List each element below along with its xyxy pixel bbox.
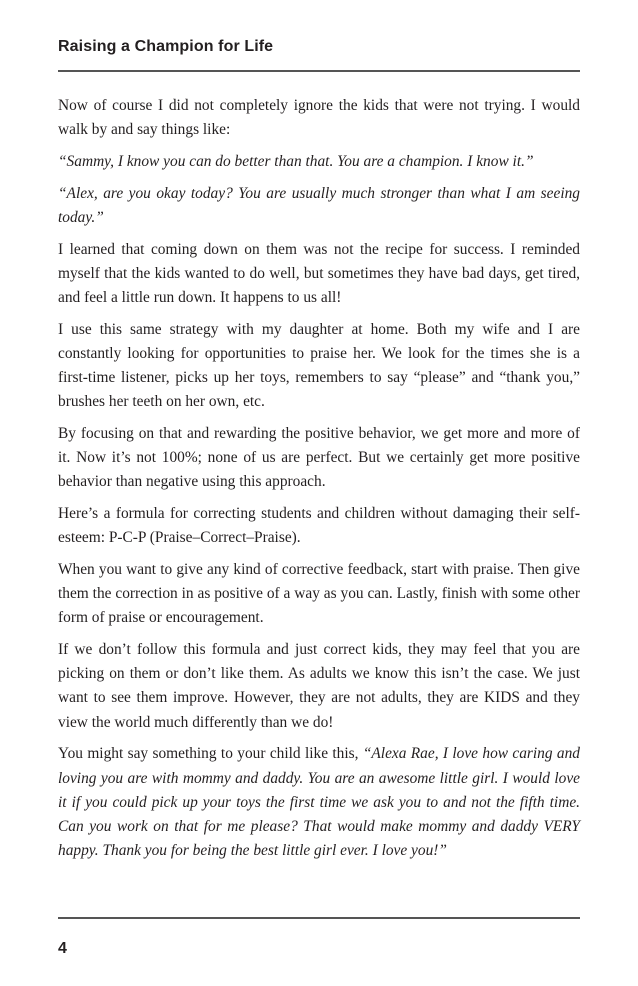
- paragraph-daughter: I use this same strategy with my daughter at home. Both my wife and I are constantly looking for opportunities to praise her. We look for the times she is a first-time listener, picks up her toys, remembers to say “please” and “thank you,” brushes her teeth on her own, etc.: [58, 320, 580, 411]
- example-lead: You might say something to your child like this,: [58, 745, 363, 763]
- footer-rule: [58, 917, 580, 919]
- paragraph-formula: Here’s a formula for correcting students and children without damaging their self-esteem: P-C-P (Praise–Correct–Praise).: [58, 505, 580, 547]
- header-rule: [58, 70, 580, 72]
- example-quote: “Alexa Rae, I love how caring and loving you are with mommy and daddy. You are an awesome little girl. I would love it if you could pick up your toys the first time we ask you to and not the fifth time. Can you work on that for me please? That would make mommy and daddy VERY happy. Thank you for being the best little girl ever. I love you!”: [58, 745, 580, 860]
- running-head-title: Raising a Champion for Life: [58, 38, 274, 55]
- paragraph-intro: Now of course I did not completely ignore the kids that were not trying. I would walk by and say things like:: [58, 97, 580, 139]
- quote-alex: “Alex, are you okay today? You are usually much stronger than what I am seeing today.”: [58, 184, 580, 226]
- paragraph-correct-kids: If we don’t follow this formula and just correct kids, they may feel that you are picking on them or don’t like them. As adults we know this isn’t the case. We just want to see them improve. However, they are not adults, they are KIDS and they view the world much differently than we do!: [58, 641, 580, 731]
- page-number: 4: [58, 940, 67, 957]
- paragraph-example: [58, 742, 580, 863]
- paragraph-positive-behavior: By focusing on that and rewarding the positive behavior, we get more and more of it. Now it’s not 100%; none of us are perfect. But we certainly get more positive behavior than negative using this approach.: [58, 424, 580, 491]
- paragraph-feedback: When you want to give any kind of corrective feedback, start with praise. Then give them the correction in as positive of a way as you can. Lastly, finish with some other form of praise or encouragement.: [58, 560, 580, 627]
- paragraph-recipe: I learned that coming down on them was not the recipe for success. I reminded myself that the kids wanted to do well, but sometimes they have bad days, get tired, and feel a little run down. It happens to us all!: [58, 240, 580, 306]
- quote-sammy: “Sammy, I know you can do better than that. You are a champion. I know it.”: [58, 152, 534, 170]
- body-text: [58, 94, 580, 871]
